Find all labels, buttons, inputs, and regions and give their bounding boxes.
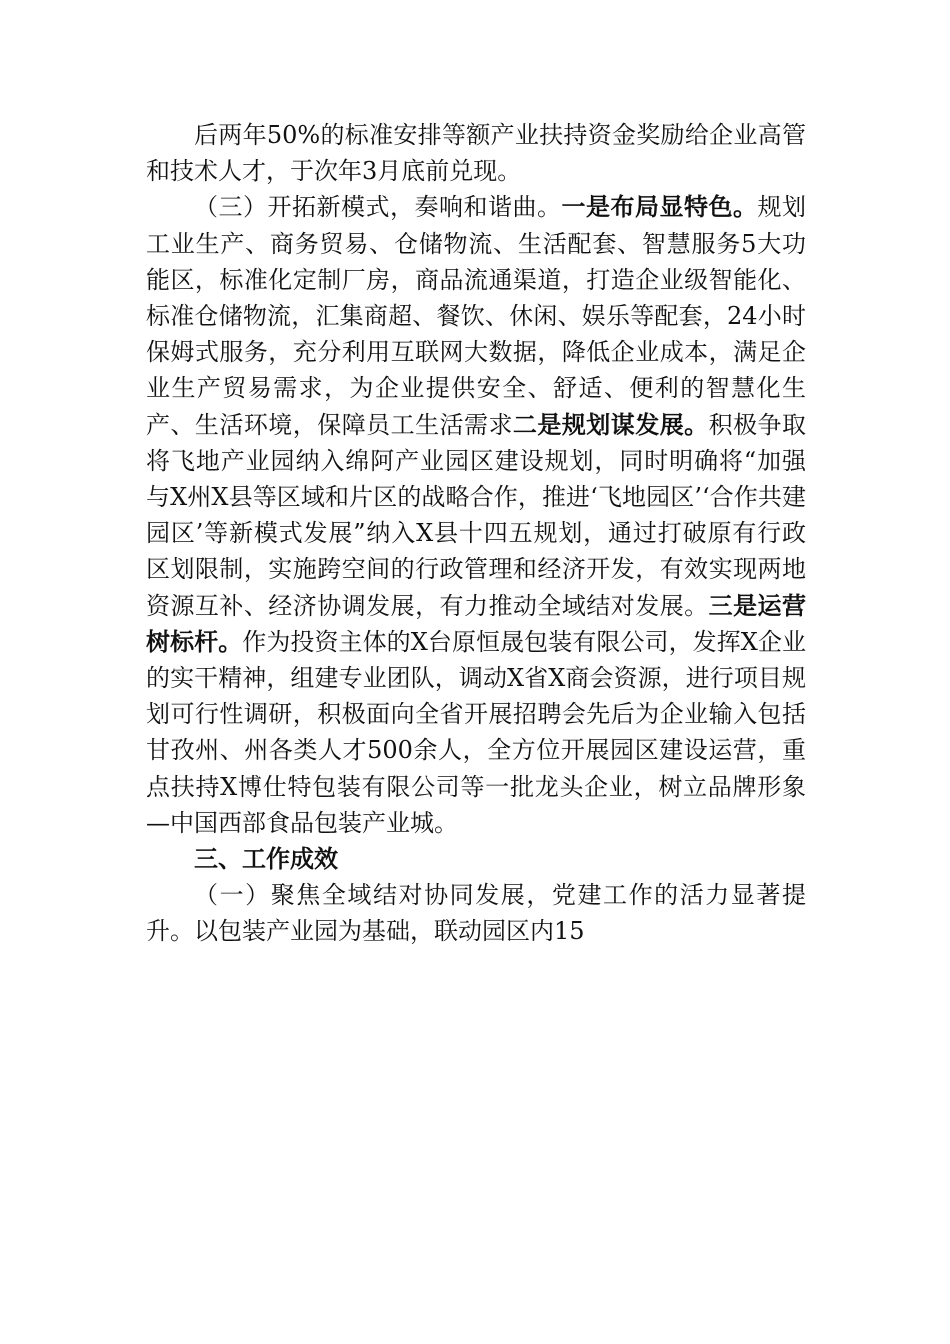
- point-one-text: 规划工业生产、商务贸易、仓储物流、生活配套、智慧服务5大功能区，标准化定制厂房，商品流通渠道，打造企业级智能化、标准仓储物流，汇集商超、餐饮、休闲、娱乐等配套，24小时保姆式服务，充分利用互联网大数据，降低企业成本，满足企业生产贸易需求，为企业提供安全、舒适、便利的智慧化生产、生活环境，保障员工生活需求: [146, 193, 806, 439]
- point-two-text: 积极争取将飞地产业园纳入绵阿产业园区建设规划，同时明确将“加强与X州X县等区域和片区的战略合作，推进‘飞地园区’‘合作共建园区’等新模式发展”纳入X县十四五规划，通过打破原有行政区划限制，实施跨空间的行政管理和经济开发，有效实现两地资源互补、经济协调发展，有力推动全域结对发展。: [146, 410, 807, 620]
- paragraph-results: [146, 877, 806, 949]
- paragraph-results-text: （一）聚焦全域结对协同发展，党建工作的活力显著提升。以包装产业园为基础，联动园区内15: [146, 881, 806, 946]
- point-three-heading: 三是运营树标杆。: [146, 591, 807, 656]
- point-two-heading: 二是规划谋发展。: [512, 410, 709, 439]
- point-three-text: 作为投资主体的X台原恒晟包装有限公司，发挥X企业的实干精神，组建专业团队，调动X省X商会资源，进行项目规划可行性调研，积极面向全省开展招聘会先后为企业输入包括甘孜州、州各类人才500余人，全方位开展园区建设运营，重点扶持X博仕特包装有限公司等一批龙头企业，树立品牌形象—中国西部食品包装产业城。: [146, 627, 807, 837]
- document-body: [146, 117, 806, 950]
- section-heading-results: 三、工作成效: [194, 845, 338, 874]
- point-one-heading: 一是布局显特色。: [561, 193, 758, 222]
- paragraph-funding-text: 后两年50%的标准安排等额产业扶持资金奖励给企业高管和技术人才，于次年3月底前兑现。: [146, 121, 806, 186]
- paragraph-new-model: [146, 189, 806, 841]
- section-intro: （三）开拓新模式，奏响和谐曲。: [194, 193, 562, 222]
- paragraph-funding: [146, 117, 806, 189]
